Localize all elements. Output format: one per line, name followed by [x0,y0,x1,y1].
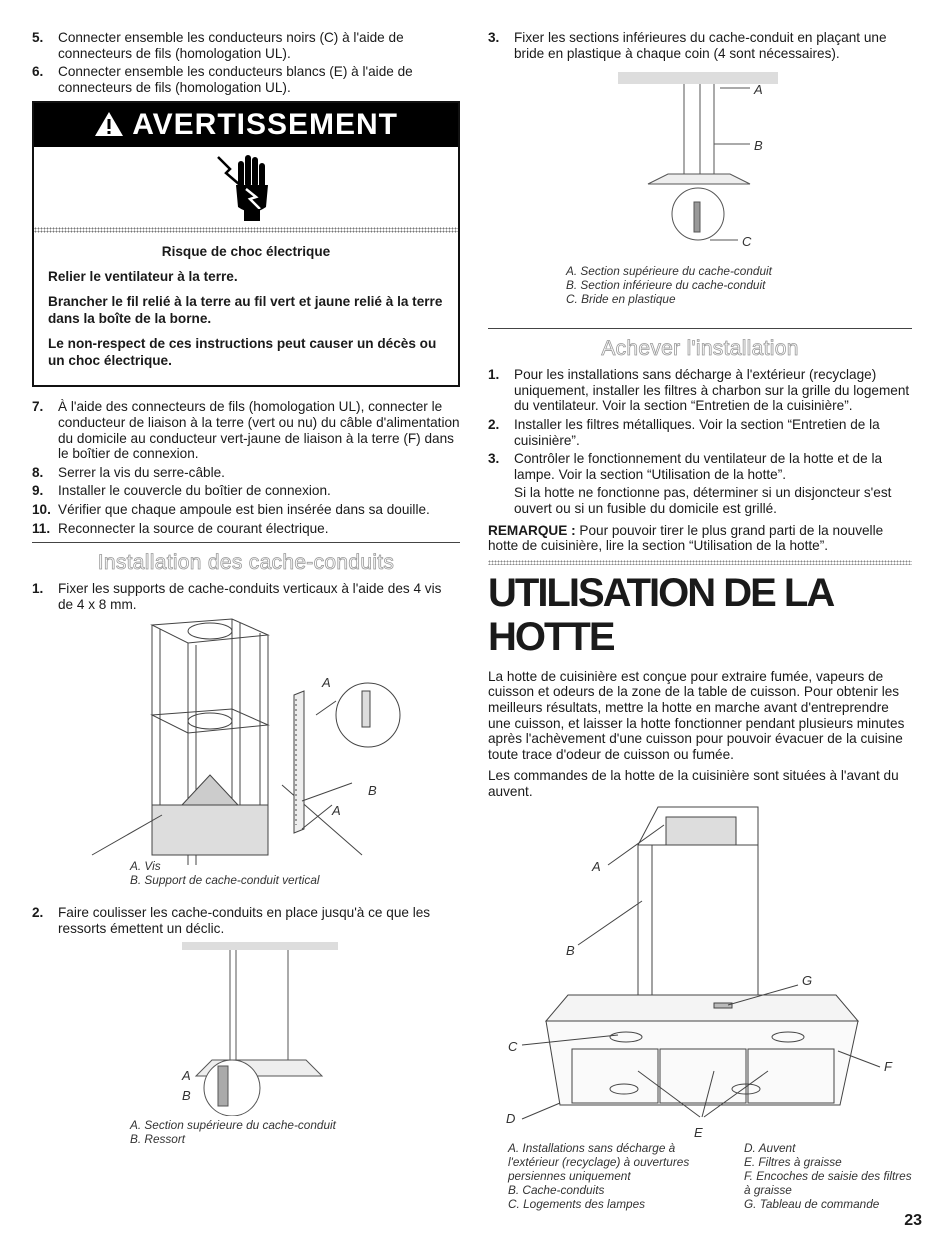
section-title-cache-conduits: Installation des cache-conduits [97,551,395,575]
fig3-label-b: B [754,138,763,154]
achever-step-3: 3. Contrôler le fonctionnement du ventilateur de la hotte et de la lampe. Voir la section “Utilisation de la hotte”. [488,451,883,482]
step-5: 5. Connecter ensemble les conducteurs noirs (C) à l'aide de connecteurs de fils (homologation UL). [32,30,404,61]
fig4-label-c: C [508,1039,518,1055]
fig4-label-g: G [802,973,813,989]
figure-vertical-supports [32,615,460,888]
step-11: 11. Reconnecter la source de courant électrique. [32,520,329,536]
warning-line-1: Relier le ventilateur à la terre. [48,269,238,285]
fig4-label-f: F [884,1059,892,1075]
right-column [488,30,912,1225]
fig1-label-b: B [368,783,377,799]
figure-plastic-brackets [488,64,912,322]
fig3-label-c: C [742,234,752,250]
figure-range-hood [488,805,912,1225]
figure-slide-covers [32,940,460,1150]
warning-heading: Risque de choc électrique [161,244,331,260]
section-title-achever: Achever l'installation [601,337,799,361]
fig3-caption-a: A. Section supérieure du cache-conduit [566,264,772,279]
fig1-label-a: A [322,675,331,691]
steps-top [32,30,460,95]
steps-achever [488,367,912,482]
remarque-text: Pour pouvoir tirer le plus grand parti de la nouvelle hotte de cuisinière, lire la section “Utilisation de la hotte”. [488,522,884,554]
fig4-caption-a: A. Installations sans décharge à l'extérieur (recyclage) à ouvertures persiennes uniquement [508,1141,690,1184]
fig4-caption-f: F. Encoches de saisie des filtres à graisse [744,1169,912,1198]
warning-title: AVERTISSEMENT [132,108,399,142]
fig2-label-b: B [182,1087,191,1103]
figure-range-hood-drawing [488,805,912,1125]
achever-step-3-note: Si la hotte ne fonctionne pas, déterminer si un disjoncteur s'est ouvert ou si un fusible du domicile est grillé. [514,485,892,516]
fig2-captions [130,1118,336,1146]
fig4-caption-g: G. Tableau de commande [744,1197,880,1212]
fig4-label-b: B [566,943,575,959]
fig3-label-a: A [754,82,763,98]
fig3-caption-b: B. Section inférieure du cache-conduit [566,278,766,293]
warning-body [34,233,458,385]
figure-vertical-supports-drawing [32,615,460,874]
cache-step-1: 1. Fixer les supports de cache-conduits verticaux à l'aide des 4 vis de 4 x 8 mm. [32,581,442,612]
section-rule-right [488,328,912,329]
fig1-caption-b: B. Support de cache-conduit vertical [130,873,320,888]
steps-cache-2 [32,905,460,936]
fig4-caption-b: B. Cache-conduits [508,1183,605,1198]
warning-line-3: Le non-respect de ces instructions peut causer un décès ou un choc électrique. [48,336,437,369]
step-6: 6. Connecter ensemble les conducteurs blancs (E) à l'aide de connecteurs de fils (homologation UL). [32,64,413,95]
section-rule-left [32,542,460,543]
left-column [32,30,460,1150]
step-9: 9. Installer le couvercle du boîtier de connexion. [32,483,331,499]
step-10: 10. Vérifier que chaque ampoule est bien insérée dans sa douille. [32,501,430,517]
warning-line-2: Brancher le fil relié à la terre au fil vert et jaune relié à la terre dans la boîte de la borne. [48,294,443,327]
step-8: 8. Serrer la vis du serre-câble. [32,464,225,480]
fig4-caption-d: D. Auvent [744,1141,796,1156]
warning-triangle-icon [94,108,132,141]
fig3-captions [566,264,772,306]
controls-paragraph: Les commandes de la hotte de la cuisinière sont situées à l'avant du auvent. [488,768,899,799]
page-title: UTILISATION DE LA HOTTE [488,570,832,659]
remarque [488,523,912,554]
page-number: 23 [904,1212,922,1229]
fig4-captions-col2 [744,1141,912,1211]
fig1-captions [130,859,320,887]
warning-box [32,101,460,387]
steps-cache-3 [488,30,912,61]
fig3-caption-c: C. Bride en plastique [566,292,676,307]
shock-hazard-icon [34,147,458,227]
achever-step-2: 2. Installer les filtres métalliques. Voir la section “Entretien de la cuisinière”. [488,416,880,448]
cache-step-3: 3. Fixer les sections inférieures du cache-conduit en plaçant une bride en plastique à chaque coin (4 sont nécessaires). [488,30,887,61]
fig1-caption-a: A. Vis [130,859,161,874]
figure-plastic-brackets-drawing [488,64,912,260]
intro-paragraph: La hotte de cuisinière est conçue pour extraire fumée, vapeurs de cuisson et odeurs de la zone de la table de cuisson. Pour obtenir les meilleurs résultats, mettre la hotte en marche avant d'entreprendre une cuisson, et laisser la hotte fonctionner pendant plusieurs minutes après l'achèvement d'une cuisson pour pouvoir évacuer de la cuisine toute trace d'odeur de cuisson ou fumée. [488,668,905,762]
warning-header [34,103,458,147]
fig2-caption-a: A. Section supérieure du cache-conduit [130,1117,336,1132]
cache-step-2: 2. Faire coulisser les cache-conduits en place jusqu'à ce que les ressorts émettent un déclic. [32,905,431,936]
fig4-caption-e: E. Filtres à graisse [744,1155,842,1170]
fig4-label-d: D [506,1111,516,1126]
fig4-label-e: E [694,1125,703,1141]
steps-cache [32,581,460,612]
fig4-caption-c: C. Logements des lampes [508,1197,646,1212]
fig4-captions-col1 [508,1141,728,1211]
fig2-caption-b: B. Ressort [130,1131,186,1146]
fig4-label-a: A [592,859,601,875]
steps-mid [32,399,460,536]
figure-slide-covers-drawing [32,940,460,1116]
step-7: 7. À l'aide des connecteurs de fils (homologation UL), connecter le conducteur de liaison à la terre (vert ou nu) du câble d'alimentation du domicile au conducteur vert-jaune de liaison à la terre (F) dans le boîtier de connexion. [32,399,460,462]
remarque-label: REMARQUE : [488,522,576,538]
fig1-label-a2: A [332,803,341,819]
achever-step-1: 1. Pour les installations sans décharge à l'extérieur (recyclage) uniquement, installer les filtres à charbon sur la grille du logement du ventilateur. Voir la section “Entretien de la cuisinière”. [488,367,910,414]
fig2-label-a: A [182,1067,191,1083]
dotted-divider [488,560,912,565]
